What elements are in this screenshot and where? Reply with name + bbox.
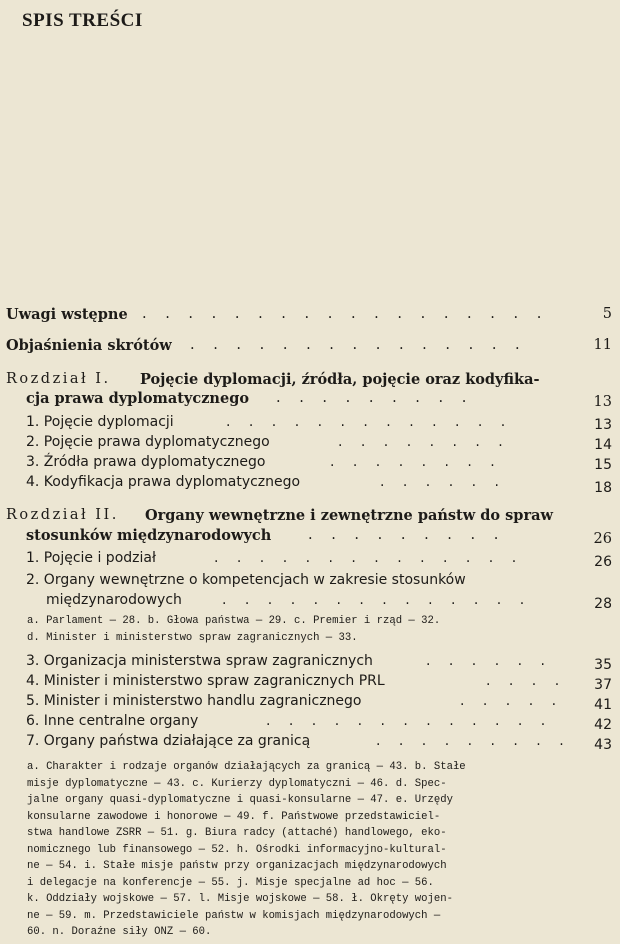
- chapter-2-heading[interactable]: [0, 507, 620, 527]
- toc-item[interactable]: [0, 733, 620, 752]
- chapter-1-title-cont: cja prawa dyplomatycznego: [26, 390, 250, 407]
- chapter-2-heading-cont[interactable]: [0, 527, 620, 547]
- toc-item[interactable]: [0, 673, 620, 692]
- toc-subitem-line: a. Charakter i rodzaje organów działających za granicą — 43. b. Stałe: [27, 761, 466, 773]
- toc-entry-objasnienia[interactable]: [0, 337, 620, 357]
- toc-item-label: 2. Pojęcie prawa dyplomatycznego: [26, 434, 270, 450]
- toc-subitem-line: d. Minister i ministerstwo spraw zagranicznych — 33.: [27, 631, 358, 644]
- toc-page-number: 28: [594, 596, 612, 612]
- toc-page-number: 14: [594, 437, 612, 453]
- toc-leader-dots: . . . . . .: [426, 653, 552, 669]
- chapter-1-prefix: Rozdział I.: [6, 371, 111, 387]
- toc-leader-dots: . . . . . . . . .: [276, 390, 474, 406]
- toc-subitem-line: jalne organy quasi-dyplomatyczne i quasi-konsularne — 47. e. Urzędy: [27, 794, 453, 806]
- toc-page-number: 5: [602, 306, 612, 322]
- toc-leader-dots: . . . . . . . . . . . . . . .: [190, 337, 527, 353]
- toc-entry-label: Objaśnienia skrótów: [6, 337, 172, 354]
- toc-subitem-line: konsularne zawodowe i honorowe — 49. f. Państwowe przedstawiciel-: [27, 810, 441, 823]
- toc-subitem-line: k. Oddziały wojskowe — 57. l. Misje wojskowe — 58. ł. Okręty wojen-: [27, 893, 453, 905]
- toc-leader-dots: . . . .: [486, 673, 567, 689]
- toc-subitem-line: ne — 54. i. Stałe misje państw przy organizacjach międzynarodowych: [27, 860, 447, 872]
- toc-leader-dots: . . . . . . . . . . . . . .: [214, 550, 524, 566]
- toc-leader-dots: . . . . . .: [380, 474, 506, 490]
- toc-item[interactable]: [0, 693, 620, 712]
- chapter-2-title-cont: stosunków międzynarodowych: [26, 527, 272, 544]
- chapter-2-title: Organy wewnętrzne i zewnętrzne państw do spraw: [145, 507, 553, 524]
- toc-page-number: 13: [593, 394, 612, 410]
- toc-subitems: [27, 759, 565, 941]
- chapter-1-heading-cont[interactable]: [0, 390, 620, 410]
- toc-item-label: 6. Inne centralne organy: [26, 713, 199, 729]
- toc-item-label: 3. Źródła prawa dyplomatycznego: [26, 454, 266, 470]
- toc-item[interactable]: [0, 414, 620, 433]
- toc-item-label: 5. Minister i ministerstwo handlu zagranicznego: [26, 693, 362, 709]
- toc-page-number: 43: [594, 737, 612, 753]
- toc-page-number: 35: [594, 657, 612, 673]
- toc-item-label: 4. Minister i ministerstwo spraw zagranicznych PRL: [26, 673, 385, 689]
- toc-item[interactable]: [0, 653, 620, 672]
- chapter-2-prefix: Rozdział II.: [6, 507, 119, 523]
- toc-subitem-line: ne — 59. m. Przedstawiciele państw w komisjach międzynarodowych —: [27, 909, 441, 922]
- toc-item-label: 3. Organizacja ministerstwa spraw zagranicznych: [26, 653, 373, 669]
- toc-item-label: 2. Organy wewnętrzne o kompetencjach w zakresie stosunków: [26, 572, 466, 588]
- toc-item-label: 1. Pojęcie dyplomacji: [26, 414, 174, 430]
- toc-subitem-line: misje dyplomatyczne — 43. c. Kurierzy dyplomatyczni — 46. d. Spec-: [27, 777, 447, 790]
- toc-item[interactable]: [0, 713, 620, 732]
- toc-item-label: 7. Organy państwa działające za granicą: [26, 733, 311, 749]
- toc-subitem-line: a. Parlament — 28. b. Głowa państwa — 29. c. Premier i rząd — 32.: [27, 615, 441, 627]
- toc-page-number: 42: [594, 717, 612, 733]
- toc-item-label: 4. Kodyfikacja prawa dyplomatycznego: [26, 474, 301, 490]
- toc-page-number: 26: [593, 531, 612, 547]
- toc-entry-uwagi[interactable]: [0, 306, 620, 326]
- toc-subitem-line: stwa handlowe ZSRR — 51. g. Biura radcy (attaché) handlowego, eko-: [27, 827, 447, 839]
- toc-item[interactable]: [0, 474, 620, 496]
- toc-page-number: 41: [594, 697, 612, 713]
- toc-leader-dots: . . . . .: [460, 693, 564, 709]
- toc-item[interactable]: [0, 454, 620, 473]
- toc-page-number: 26: [594, 554, 612, 570]
- toc-page-number: 37: [594, 677, 612, 693]
- toc-subitem-line: i delegacje na konferencje — 55. j. Misje specjalne ad hoc — 56.: [27, 876, 434, 889]
- toc-leader-dots: . . . . . . . . .: [376, 733, 571, 749]
- toc-subitem-line: nomicznego lub finansowego — 52. h. Ośrodki informacyjno-kultural-: [27, 843, 447, 856]
- toc-leader-dots: . . . . . . . . .: [308, 527, 506, 543]
- toc-page-number: 18: [594, 480, 612, 496]
- chapter-1-title: Pojęcie dyplomacji, źródła, pojęcie oraz kodyfika-: [140, 371, 540, 388]
- toc-leader-dots: . . . . . . . . . . . . . .: [222, 592, 532, 608]
- toc-leader-dots: . . . . . . . . . . . . .: [226, 414, 513, 430]
- toc-item-label: 1. Pojęcie i podział: [26, 550, 156, 566]
- toc-item-cont[interactable]: [0, 592, 620, 611]
- toc-page-number: 13: [594, 417, 612, 433]
- toc-item-label-cont: międzynarodowych: [46, 592, 182, 608]
- toc-item[interactable]: [0, 550, 620, 569]
- page-title: SPIS TREŚCI: [22, 10, 143, 31]
- toc-subitems: [27, 613, 565, 646]
- toc-subitem-line: 60. n. Doraźne siły ONZ — 60.: [27, 926, 212, 938]
- toc-item[interactable]: [0, 434, 620, 453]
- toc-page-number: 15: [594, 457, 612, 473]
- toc-leader-dots: . . . . . . . . . . . . .: [266, 713, 553, 729]
- toc-entry-label: Uwagi wstępne: [6, 306, 128, 323]
- toc-item[interactable]: [0, 572, 620, 591]
- toc-leader-dots: . . . . . . . .: [338, 434, 510, 450]
- toc-leader-dots: . . . . . . . . . . . . . . . . . .: [142, 306, 549, 322]
- toc-leader-dots: . . . . . . . .: [330, 454, 502, 470]
- toc-page-number: 11: [593, 337, 612, 353]
- chapter-1-heading[interactable]: [0, 371, 620, 391]
